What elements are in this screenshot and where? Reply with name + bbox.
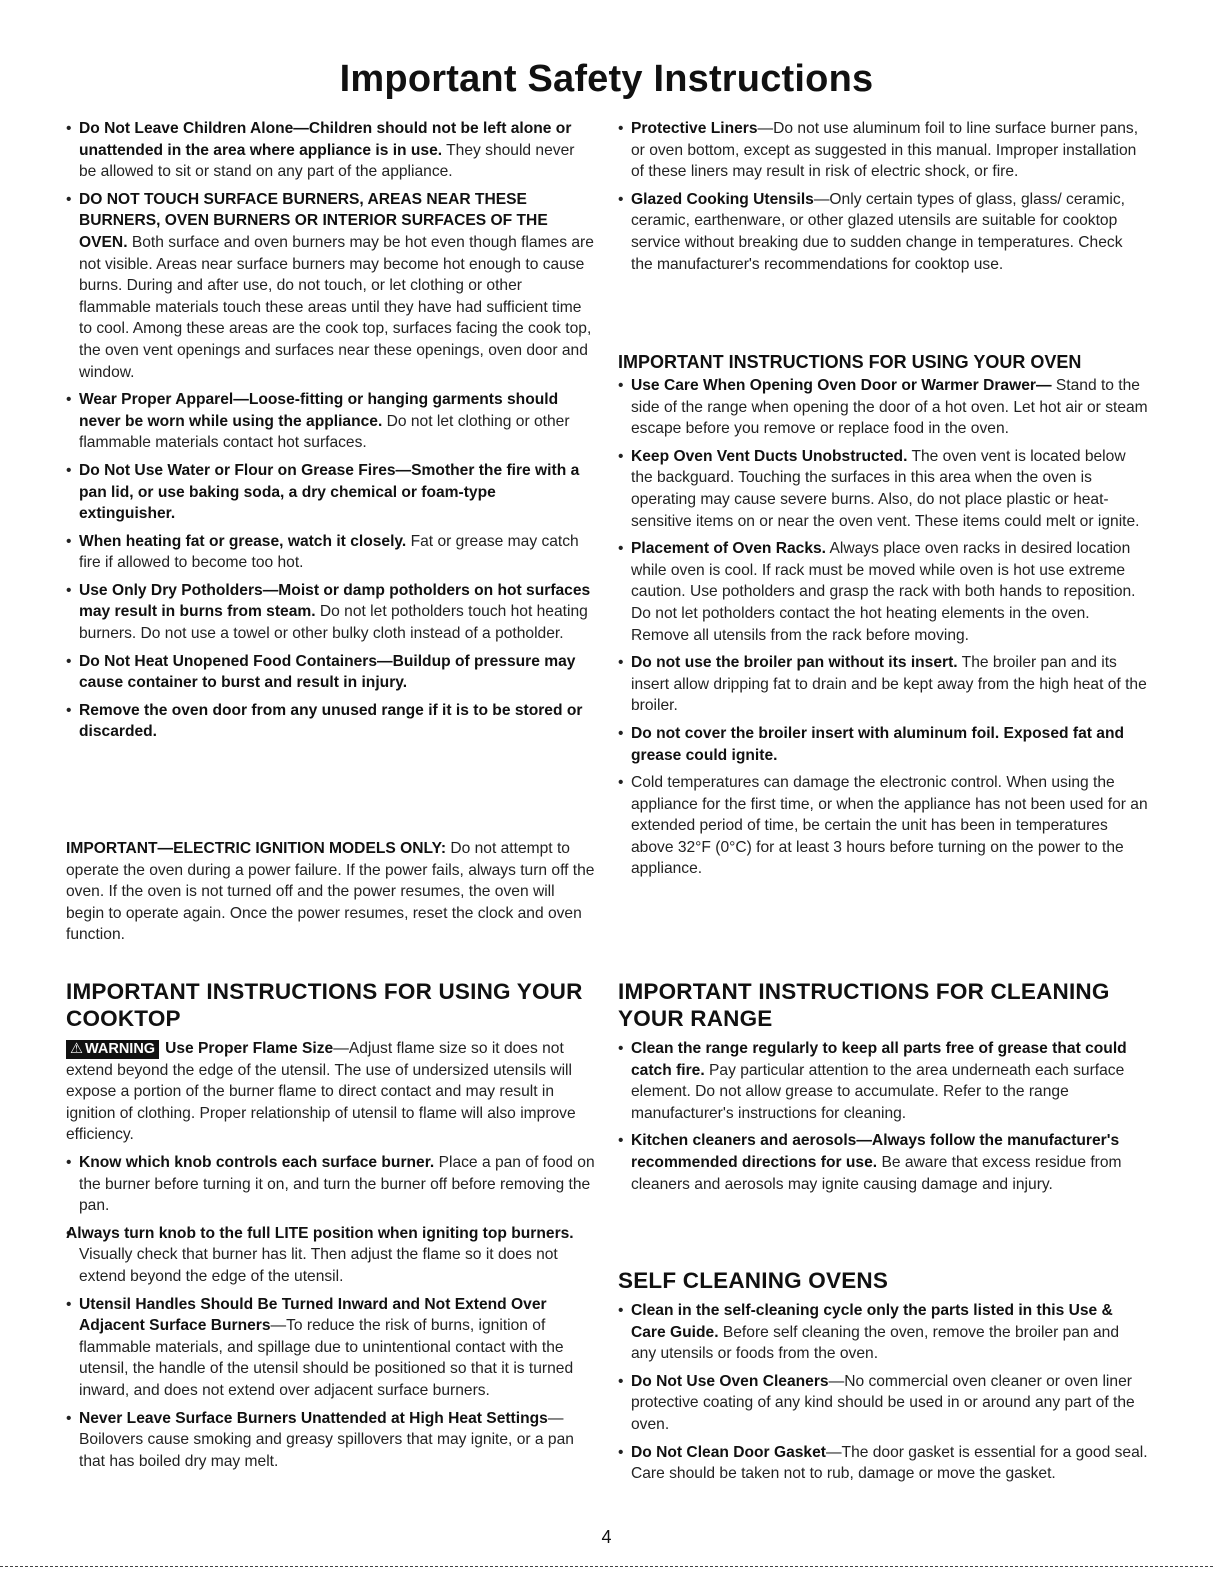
item-bold: Know which knob controls each surface burner. [79, 1153, 435, 1171]
item-bold: Glazed Cooking Utensils [631, 190, 814, 208]
list-item [618, 189, 1148, 275]
left-column [66, 118, 596, 749]
item-text: —Do not use aluminum foil to line surface burner pans, or oven bottom, except as suggested in this manual. Improper installation of these liners may result in risk of electric shock, or fire. [631, 120, 1139, 181]
item-bold: Keep Oven Vent Ducts Unobstructed. [631, 447, 908, 465]
item-text: Do not let clothing or other flammable materials contact hot surfaces. [79, 412, 570, 452]
list-item [618, 1442, 1148, 1485]
item-text: The broiler pan and its insert allow dripping fat to drain and be kept away from the high heat of the broiler. [631, 654, 1147, 715]
item-text: —Boilovers cause smoking and greasy spillovers that may ignite, or a pan that has boiled dry may melt. [79, 1409, 574, 1470]
list-item [618, 652, 1148, 717]
warning-paragraph [66, 1038, 596, 1146]
electric-note-bold: IMPORTANT—ELECTRIC IGNITION MODELS ONLY: [66, 840, 447, 857]
item-text: Place a pan of food on the burner before turning it on, and turn the burner off before removing the pan. [79, 1153, 595, 1215]
item-bold: DO NOT TOUCH SURFACE BURNERS, AREAS NEAR THESE BURNERS, OVEN BURNERS OR INTERIOR SURFACES OF THE OVEN. [79, 190, 548, 251]
item-text: Cold temperatures can damage the electronic control. When using the appliance for the first time, or when the appliance has not been used for an extended period of time, be certain the unit has been in temperatures above 32°F (0°C) for at least 3 hours before turning on the power to the appliance. [631, 774, 1148, 878]
item-text: They should never be allowed to sit or stand on any part of the appliance. [79, 141, 575, 181]
self-cleaning-section [618, 1267, 1148, 1491]
list-item [66, 1152, 596, 1217]
electric-note-text: Do not attempt to operate the oven during a power failure. If the power fails, always turn off the oven. If the oven is not turned off and the power resumes, the oven will begin to operate again. Once the power resumes, reset the clock and oven function. [66, 840, 595, 944]
item-text: Stand to the side of the range when opening the door of a hot oven. Let hot air or steam escape before you remove or replace food in the oven. [631, 377, 1148, 438]
warning-bold: Use Proper Flame Size [165, 1040, 334, 1057]
item-bold: Always turn knob to the full LITE position when igniting top burners. [66, 1224, 574, 1242]
item-text: Always place oven racks in desired location while oven is cool. If rack must be moved while oven is hot use extreme caution. Use potholders and grasp the rack with both hands to reposition. Do not let potholders contact the hot heating elements in the oven. Remove all utensils from the rack before moving. [631, 540, 1136, 644]
bottom-divider [0, 1566, 1213, 1567]
item-text: Be aware that excess residue from cleaners and aerosols may ignite causing damage and injury. [631, 1153, 1122, 1193]
item-bold: Use Only Dry Potholders—Moist or damp potholders on hot surfaces may result in burns from steam. [79, 581, 591, 621]
item-bold: Never Leave Surface Burners Unattended at High Heat Settings [79, 1409, 548, 1427]
list-item [66, 580, 596, 645]
list-item [66, 651, 596, 694]
item-text: —Only certain types of glass, glass/ ceramic, ceramic, earthenware, or other glazed utensils are suitable for cooktop service without breaking due to sudden change in temperatures. Check the manufacturer's recommendations for cooktop use. [631, 190, 1125, 273]
oven-section [618, 352, 1148, 886]
page-title: Important Safety Instructions [339, 58, 874, 100]
list-item [618, 1130, 1148, 1195]
warning-triangle-icon: ⚠ [70, 1041, 83, 1057]
warning-label: WARNING [85, 1041, 156, 1057]
item-text: The oven vent is located below the backguard. Touching the surfaces in this area when the oven is operating may cause severe burns. Also, do not place plastic or heat-sensitive items on or near the oven vent. These items could melt or ignite. [631, 447, 1140, 530]
item-bold: Clean in the self-cleaning cycle only the parts listed in this Use & Care Guide. [631, 1302, 1113, 1341]
item-bold: Remove the oven door from any unused range if it is to be stored or discarded. [79, 701, 583, 741]
list-item [618, 772, 1148, 880]
oven-heading: IMPORTANT INSTRUCTIONS FOR USING YOUR OVEN [618, 352, 1082, 372]
list-item [618, 1038, 1148, 1124]
item-bold: Clean the range regularly to keep all parts free of grease that could catch fire. [631, 1040, 1127, 1079]
item-text: Both surface and oven burners may be hot even though flames are not visible. Areas near surface burners may become hot enough to cause burns. During and after use, do not touch, or let clothing or other flammable materials touch these areas until they have had sufficient time to cool. Among these areas are the cook top, surfaces facing the cook top, the oven vent openings and surfaces near these openings, oven door and window. [79, 233, 594, 381]
item-text: Visually check that burner has lit. Then adjust the flame so it does not extend beyond the edge of the utensil. [79, 1246, 558, 1285]
list-item [618, 118, 1148, 183]
item-text: Pay particular attention to the area underneath each surface element. Do not allow grease to accumulate. Refer to the range manufacturer's instructions for cleaning. [631, 1061, 1125, 1122]
item-bold: Do Not Heat Unopened Food Containers—Buildup of pressure may cause container to burst and result in injury. [79, 652, 576, 692]
item-bold: Placement of Oven Racks. [631, 540, 827, 558]
list-item [66, 1294, 596, 1402]
item-bold: Do Not Use Water or Flour on Grease Fires—Smother the fire with a pan lid, or use baking soda, a dry chemical or foam-type extinguisher. [79, 461, 580, 523]
list-item [66, 700, 596, 743]
item-bold: Wear Proper Apparel—Loose-fitting or hanging garments should never be worn while using the appliance. [79, 391, 559, 430]
item-text: —No commercial oven cleaner or oven liner protective coating of any kind should be used in or around any part of the oven. [631, 1372, 1135, 1433]
list-item [66, 460, 596, 525]
item-bold: Do not use the broiler pan without its insert. [631, 654, 958, 672]
warning-badge [66, 1040, 159, 1059]
item-bold: Protective Liners [631, 120, 758, 137]
item-text: Before self cleaning the oven, remove the broiler pan and any utensils or foods from the oven. [631, 1323, 1120, 1363]
list-item [66, 1408, 596, 1473]
list-item [618, 1300, 1148, 1365]
list-item [618, 538, 1148, 646]
list-item [66, 1223, 596, 1288]
list-item [618, 446, 1148, 532]
item-text: Do not let potholders touch hot heating burners. Do not use a towel or other bulky cloth instead of a potholder. [79, 603, 588, 643]
cleaning-heading: IMPORTANT INSTRUCTIONS FOR CLEANING YOUR RANGE [618, 979, 1110, 1031]
right-column [618, 118, 1148, 281]
warning-text: —Adjust flame size so it does not extend beyond the edge of the utensil. The use of undersized utensils will expose a portion of the burner flame to direct contact and may result in ignition of clothing. Proper relationship of utensil to flame will also improve efficiency. [66, 1040, 576, 1144]
item-text: —The door gasket is essential for a good seal. Care should be taken not to rub, damage or move the gasket. [631, 1443, 1148, 1483]
item-bold: Do Not Use Oven Cleaners [631, 1372, 829, 1390]
self-cleaning-heading: SELF CLEANING OVENS [618, 1268, 889, 1293]
list-item [66, 189, 596, 383]
item-bold: Do Not Leave Children Alone—Children should not be left alone or unattended in the area where appliance is in use. [79, 120, 572, 159]
list-item [66, 118, 596, 183]
list-item [618, 375, 1148, 440]
electric-ignition-note [66, 838, 596, 946]
list-item [66, 389, 596, 454]
list-item [66, 531, 596, 574]
page-number: 4 [601, 1527, 612, 1547]
item-bold: Utensil Handles Should Be Turned Inward and Not Extend Over Adjacent Surface Burners [79, 1295, 547, 1335]
cooktop-section [66, 978, 596, 1478]
cleaning-section [618, 978, 1148, 1201]
item-bold: When heating fat or grease, watch it closely. [79, 532, 407, 550]
item-bold: Do Not Clean Door Gasket [631, 1443, 826, 1461]
item-bold: Do not cover the broiler insert with aluminum foil. Exposed fat and grease could ignite. [631, 724, 1124, 764]
item-bold: Use Care When Opening Oven Door or Warmer Drawer— [631, 377, 1052, 394]
item-text: —To reduce the risk of burns, ignition of flammable materials, and spillage due to unintentional contact with the utensil, the handle of the utensil should be positioned so that it is turned inward, and does not extend over adjacent surface burners. [79, 1317, 574, 1399]
item-bold: Kitchen cleaners and aerosols—Always follow the manufacturer's recommended directions for use. [631, 1132, 1120, 1171]
cooktop-heading: IMPORTANT INSTRUCTIONS FOR USING YOUR COOKTOP [66, 979, 583, 1031]
list-item [618, 723, 1148, 766]
item-text: Fat or grease may catch fire if allowed to become too hot. [79, 532, 579, 572]
list-item [618, 1371, 1148, 1436]
